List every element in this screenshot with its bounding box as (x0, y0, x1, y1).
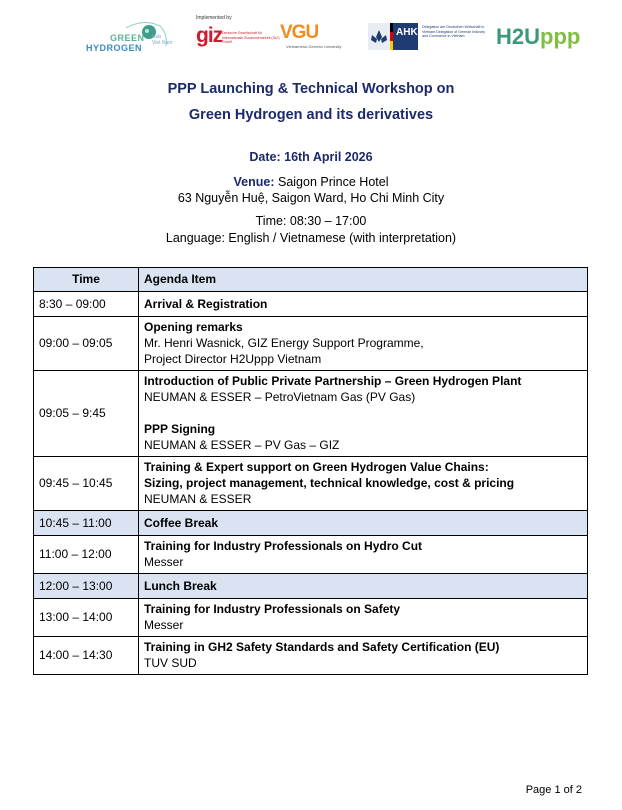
item-title: Training in GH2 Safety Standards and Safety Certification (EU) (144, 640, 500, 654)
table-row (34, 292, 588, 317)
page-number: Page 1 of 2 (525, 784, 582, 796)
ahk-fullname: Delegation der Deutschen Wirtschaft in Vietnam Delegation of German Industry and Commerce in Vietnam (422, 25, 486, 39)
logo-text-hub: Hub Viet Nam (152, 34, 173, 46)
spacer (144, 405, 582, 421)
document-title-line2: Green Hydrogen and its derivatives (188, 107, 434, 123)
german-flag-stripe (390, 23, 393, 50)
ahk-logo (368, 23, 486, 50)
column-header-agenda-item: Agenda Item (139, 268, 588, 292)
item-detail: Messer (144, 555, 184, 569)
row-time: 10:45 – 11:00 (34, 511, 139, 536)
vgu-logo (280, 22, 350, 50)
vgu-mark: VGU (280, 22, 319, 43)
giz-mark: giz (196, 24, 223, 47)
lotus-icon (368, 23, 390, 50)
table-row-break (34, 511, 588, 536)
row-item (139, 574, 588, 599)
item-title: Training & Expert support on Green Hydrogen Value Chains: (144, 460, 489, 474)
table-header-row (34, 268, 588, 292)
row-time: 8:30 – 09:00 (34, 292, 139, 317)
item-title: Training for Industry Professionals on Hydro Cut (144, 539, 423, 553)
table-row (34, 457, 588, 511)
item-title: Lunch Break (144, 578, 217, 593)
row-item (139, 637, 588, 675)
row-item (139, 457, 588, 511)
column-header-time: Time (34, 268, 139, 292)
item-title: Introduction of Public Private Partnership – Green Hydrogen Plant (144, 374, 522, 388)
item-title: Opening remarks (144, 320, 243, 334)
venue-label: Venue: (233, 175, 275, 189)
partner-logos (0, 0, 622, 70)
event-address: 63 Nguyễn Huệ, Saigon Ward, Ho Chi Minh City (177, 191, 445, 205)
venue-value: Saigon Prince Hotel (274, 175, 389, 189)
item-title-cont: Sizing, project management, technical knowledge, cost & pricing (144, 476, 515, 490)
row-item (139, 317, 588, 371)
logo-text-hydrogen: HYDROGEN (86, 43, 143, 53)
implemented-by-label: Implemented by (196, 15, 232, 21)
row-time: 14:00 – 14:30 (34, 637, 139, 675)
giz-fullname: Deutsche Gesellschaft für Internationale Zusammenarbeit (GIZ) GmbH (222, 31, 280, 44)
item-title: Coffee Break (144, 515, 219, 530)
h2uppp-logo (496, 24, 580, 50)
document-title-line1: PPP Launching & Technical Workshop on (167, 81, 455, 97)
event-venue (0, 175, 622, 189)
item-title: Training for Industry Professionals on Safety (144, 602, 401, 616)
item-detail: NEUMAN & ESSER – PV Gas – GIZ (144, 438, 340, 452)
h2uppp-part2: ppp (540, 24, 581, 49)
event-date: Date: 16th April 2026 (249, 150, 373, 164)
item-detail: NEUMAN & ESSER – PetroVietnam Gas (PV Gas) (144, 390, 416, 404)
event-time: Time: 08:30 – 17:00 (255, 214, 367, 228)
vgu-subtitle: Vietnamese-German University (286, 44, 342, 49)
ahk-mark: AHK (390, 23, 418, 50)
table-row (34, 317, 588, 371)
table-row-break (34, 574, 588, 599)
row-time: 12:00 – 13:00 (34, 574, 139, 599)
row-time: 13:00 – 14:00 (34, 599, 139, 637)
row-item (139, 599, 588, 637)
table-row (34, 371, 588, 457)
item-detail: Mr. Henri Wasnick, GIZ Energy Support Programme, (144, 336, 424, 350)
row-item (139, 511, 588, 536)
item-detail: Messer (144, 618, 184, 632)
row-time: 09:05 – 9:45 (34, 371, 139, 457)
item-title: Arrival & Registration (144, 296, 268, 311)
row-time: 11:00 – 12:00 (34, 536, 139, 574)
item-detail: NEUMAN & ESSER (144, 492, 252, 506)
table-row (34, 599, 588, 637)
table-row (34, 536, 588, 574)
green-hydrogen-hub-logo (86, 20, 174, 54)
item-detail: Project Director H2Uppp Vietnam (144, 352, 322, 366)
row-item (139, 536, 588, 574)
row-item (139, 371, 588, 457)
h2uppp-part1: H2U (496, 24, 541, 49)
item-detail: TUV SUD (144, 656, 197, 670)
logo-text-green: GREEN (110, 33, 145, 43)
agenda-table (33, 267, 588, 675)
table-row (34, 637, 588, 675)
event-language: Language: English / Vietnamese (with interpretation) (165, 231, 457, 245)
row-item (139, 292, 588, 317)
row-time: 09:00 – 09:05 (34, 317, 139, 371)
row-time: 09:45 – 10:45 (34, 457, 139, 511)
item-title-2: PPP Signing (144, 422, 216, 436)
